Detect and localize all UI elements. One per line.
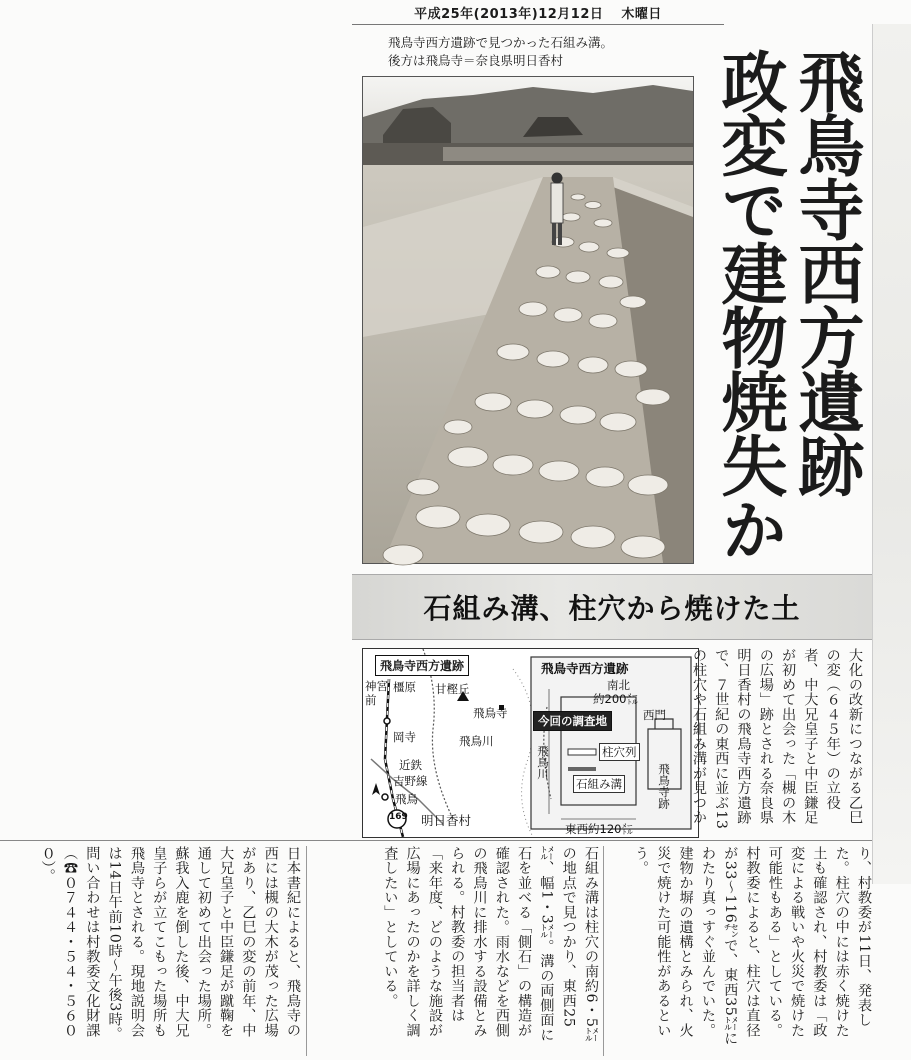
issue-weekday: 木曜日 bbox=[621, 6, 662, 22]
article-body-lower-right bbox=[605, 846, 875, 1046]
map-label-amakashi: 甘樫丘 bbox=[435, 682, 470, 696]
map-inset-title: 飛鳥寺西方遺跡 bbox=[541, 661, 629, 676]
map-label-okadera: 岡寺 bbox=[393, 730, 416, 744]
body-paragraph-2: り、村教委が11日、発表した。柱穴の中には赤く焼けた土も確認され、村教委は「政変による戦いや火災で焼けた可能性もある」としている。村教委によると、柱穴は直径が33〜116㌢で、東西35㍍にわたり真っすぐ並んでいた。建物か塀の遺構とみられ、火災で焼けた可能性があるという。 bbox=[633, 846, 872, 1046]
map-label-saimon: 西門 bbox=[643, 708, 666, 722]
map-label-stone-groove: 石組み溝 bbox=[573, 775, 625, 793]
headline-line-2: 政変で建物焼失か bbox=[710, 48, 788, 560]
map-label-pillar-holes: 柱穴列 bbox=[599, 743, 640, 761]
map-label-asukadera: 飛鳥寺 bbox=[473, 706, 508, 720]
map-label-jingu-mae: 神宮前 bbox=[365, 679, 388, 707]
map-label-nanboku-length: 約200㍍ bbox=[593, 692, 638, 706]
map-title-box: 飛鳥寺西方遺跡 bbox=[375, 655, 469, 676]
map-label-asuka-station: 飛鳥 bbox=[395, 792, 418, 806]
location-map bbox=[362, 648, 699, 838]
article-body-lower-left bbox=[4, 846, 304, 1046]
body-paragraph-1: 大化の改新につながる乙巳の変（６４５年）の立役者、中大兄皇子と中臣鎌足が初めて出会った「槻の木の広場」跡とされる奈良県明日香村の飛鳥寺西方遺跡で、７世紀の東西に並ぶ13の柱穴や石組み溝が見つか bbox=[690, 648, 863, 830]
map-label-asukagawa: 飛鳥川 bbox=[459, 734, 494, 748]
map-label-kashihara: 橿原 bbox=[393, 680, 416, 694]
subheadline-band bbox=[352, 574, 872, 640]
map-label-nanboku: 南北 bbox=[607, 678, 630, 692]
map-label-yoshino-line: 吉野線 bbox=[393, 774, 428, 788]
issue-date: 平成25年(2013年)12月12日 bbox=[414, 6, 604, 22]
map-route-number: 169 bbox=[389, 812, 408, 822]
article-body-lower-middle bbox=[310, 846, 602, 1046]
map-label-asukagawa-inset: 飛鳥川 bbox=[536, 745, 550, 780]
map-survey-site-box: 今回の調査地 bbox=[533, 711, 612, 731]
article-body-upper bbox=[690, 648, 866, 838]
body-paragraph-4: 日本書紀によると、飛鳥寺の西には槻の大木が茂った広場があり、乙巳の変の前年、中大兄皇子と中臣鎌足が蹴鞠を通して初めて出会った場所。蘇我入鹿を倒した後、中大兄皇子らが立てこもった場所も飛鳥寺とされる。現地説明会は14日午前10時〜午後3時。問い合わせは村教委文化財課（☎０７４４・５４・５６００）。 bbox=[39, 846, 301, 1042]
headline-line-1: 飛鳥寺西方遺跡 bbox=[787, 48, 865, 496]
column-divider-1 bbox=[603, 846, 604, 1056]
body-paragraph-3: 石組み溝は柱穴の南約6・5㍍の地点で見つかり、東西25㍍、幅1・3㍍。溝の両側面に石を並べる「側石」の構造が確認された。雨水などを西側の飛鳥川に排水する設備とみられる。村教委の担当者は「来年度、どのような施設が広場にあったのかを詳しく調査したい」としている。 bbox=[382, 846, 599, 1043]
map-label-touzai: 東西約120㍍ bbox=[565, 822, 633, 836]
subheadline: 石組み溝、柱穴から焼けた土 bbox=[423, 592, 801, 625]
section-divider bbox=[0, 840, 872, 841]
excavation-photo bbox=[362, 76, 694, 564]
photo-caption-line-2: 後方は飛鳥寺＝奈良県明日香村 bbox=[388, 53, 564, 68]
column-divider-2 bbox=[306, 846, 307, 1056]
photo-caption-line-1: 飛鳥寺西方遺跡で見つかった石組み溝。 bbox=[388, 35, 614, 50]
date-bar bbox=[352, 0, 724, 25]
photo-caption bbox=[388, 34, 698, 70]
adjacent-article-strip bbox=[872, 24, 911, 884]
map-label-asuka-village: 明日香村 bbox=[421, 813, 472, 828]
map-label-kintetsu: 近鉄 bbox=[399, 758, 422, 772]
map-label-asukadera-ruins: 飛鳥寺跡 bbox=[657, 763, 671, 809]
